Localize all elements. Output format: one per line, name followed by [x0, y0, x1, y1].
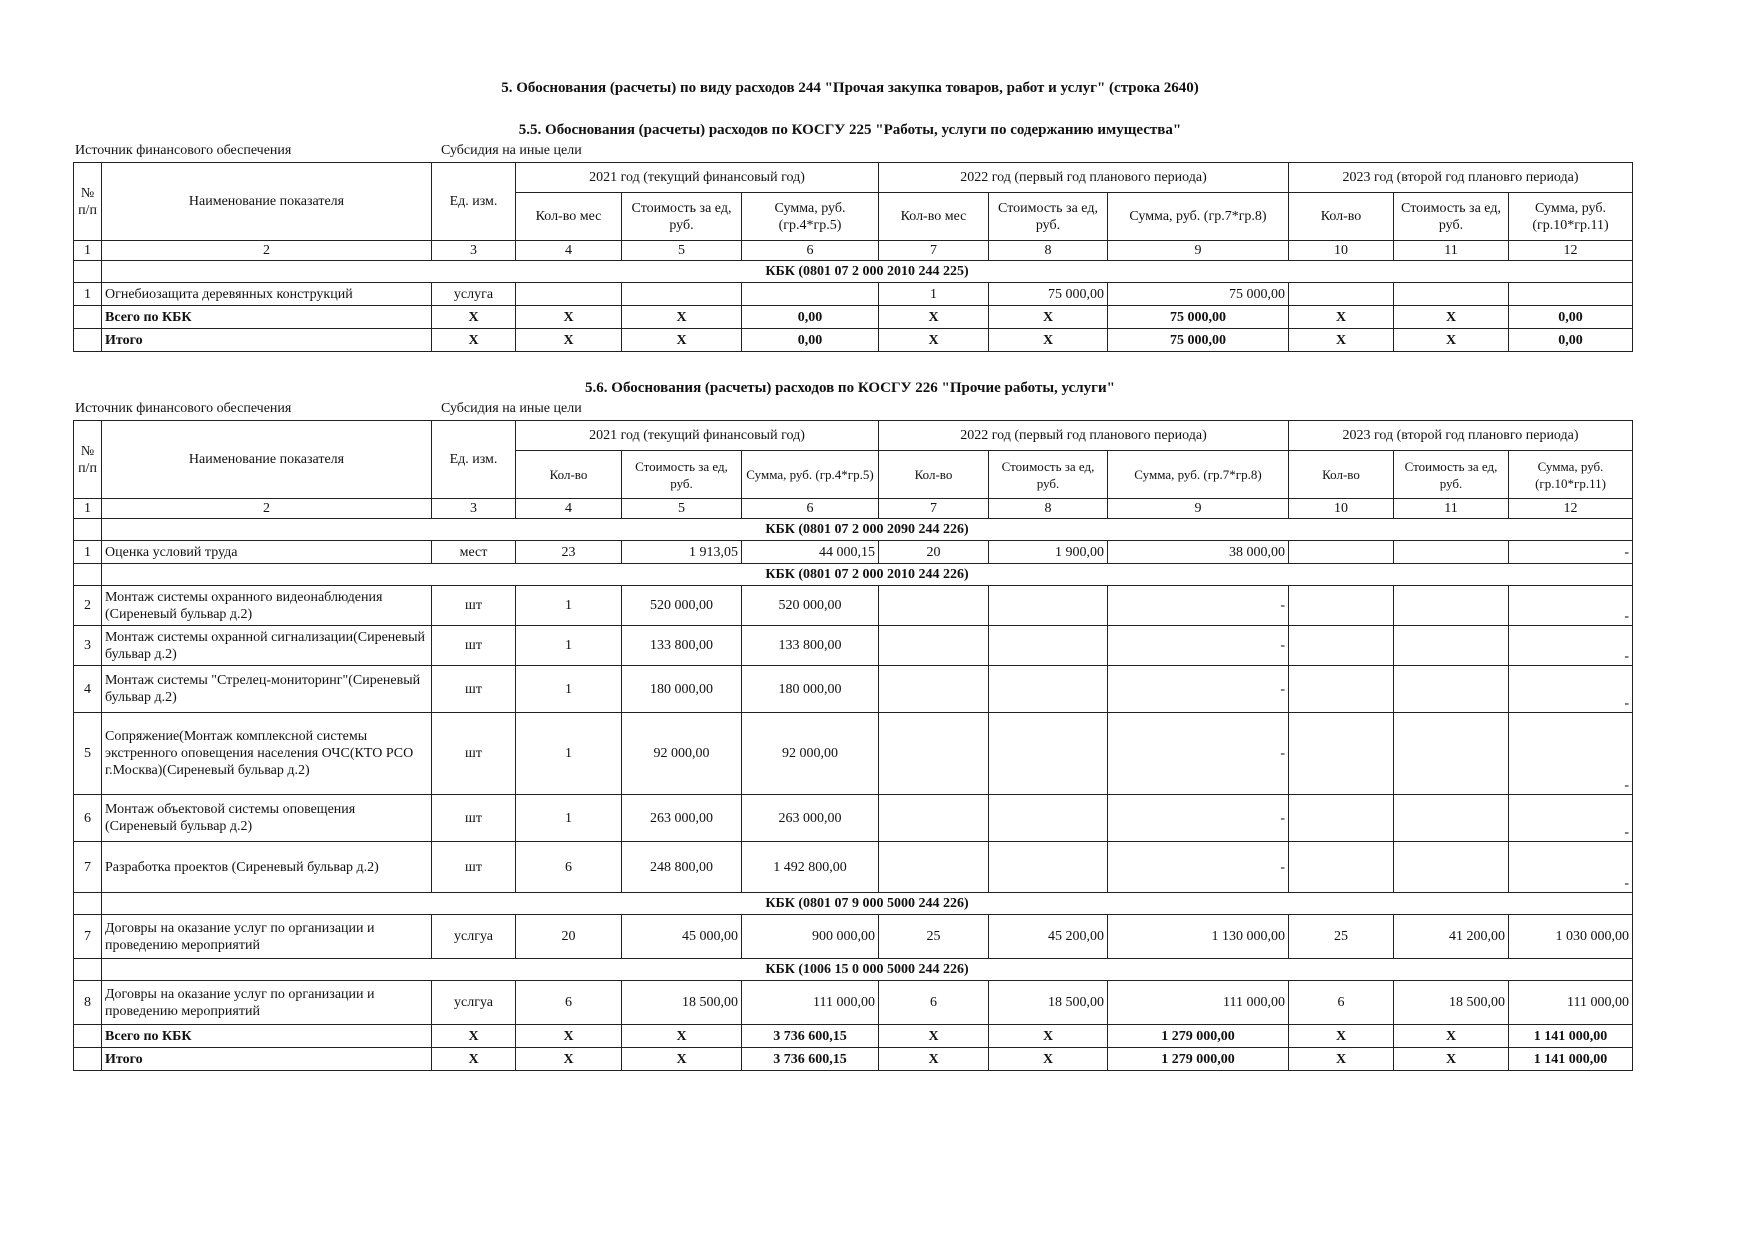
- column-numbers-row: [74, 499, 1633, 519]
- row-number: 1: [74, 541, 102, 564]
- total-cell: 1 141 000,00: [1509, 1025, 1633, 1048]
- column-number: 7: [879, 499, 989, 519]
- subheader-cell: Сумма, руб. (гр.10*гр.11): [1509, 451, 1633, 499]
- column-number: 6: [742, 499, 879, 519]
- kbk-label: КБК (0801 07 2 000 2010 244 226): [102, 564, 1633, 586]
- total-cell: 0,00: [1509, 306, 1633, 329]
- column-number: 4: [516, 499, 622, 519]
- row-cell: [1289, 842, 1394, 893]
- row-cell: -: [1108, 713, 1289, 795]
- row-cell: 111 000,00: [1108, 981, 1289, 1025]
- row-number: 4: [74, 666, 102, 713]
- total-cell: X: [1289, 1025, 1394, 1048]
- row-unit: шт: [432, 713, 516, 795]
- row-cell: 1: [516, 626, 622, 666]
- row-cell: -: [1108, 842, 1289, 893]
- section-title-5-6: 5.6. Обоснования (расчеты) расходов по КОСГУ 226 "Прочие работы, услуги": [585, 380, 1115, 396]
- total-cell: X: [516, 329, 622, 352]
- subheader-cell: Сумма, руб. (гр.7*гр.8): [1108, 451, 1289, 499]
- row-unit: шт: [432, 666, 516, 713]
- funding-source-value: Субсидия на иные цели: [441, 143, 582, 158]
- row-cell: [989, 713, 1108, 795]
- row-cell: 20: [879, 541, 989, 564]
- year-2021-header: 2021 год (текущий финансовый год): [516, 421, 879, 451]
- header-row: [74, 163, 1633, 193]
- row-cell: 111 000,00: [742, 981, 879, 1025]
- table-row: [74, 626, 1633, 666]
- kbk-label: КБК (0801 07 2 000 2010 244 225): [102, 261, 1633, 283]
- subheader-cell: Кол-во: [516, 451, 622, 499]
- row-cell: 6: [1289, 981, 1394, 1025]
- row-cell: 1: [516, 713, 622, 795]
- row-unit: шт: [432, 842, 516, 893]
- table-row: [74, 842, 1633, 893]
- row-cell: -: [1509, 541, 1633, 564]
- column-number: 6: [742, 241, 879, 261]
- total-cell: X: [622, 329, 742, 352]
- row-cell: -: [1509, 842, 1633, 893]
- total-cell: X: [879, 329, 989, 352]
- row-cell: [1509, 283, 1633, 306]
- row-name: Сопряжение(Монтаж комплексной системы экстренного оповещения населения ОЧС(КТО РСО г.Москва)(Сиреневый бульвар д.2): [102, 713, 432, 795]
- row-cell: [1394, 713, 1509, 795]
- row-cell: [989, 586, 1108, 626]
- row-cell: 25: [879, 915, 989, 959]
- total-cell: X: [622, 1025, 742, 1048]
- row-cell: 6: [879, 981, 989, 1025]
- kbk-row: [74, 893, 1633, 915]
- total-cell: X: [1289, 306, 1394, 329]
- row-cell: -: [1108, 666, 1289, 713]
- row-unit: услгуа: [432, 981, 516, 1025]
- row-cell: 38 000,00: [1108, 541, 1289, 564]
- total-cell: X: [1394, 306, 1509, 329]
- row-cell: 41 200,00: [1394, 915, 1509, 959]
- subheader-cell: Стоимость за ед, руб.: [1394, 193, 1509, 241]
- row-cell: -: [1108, 586, 1289, 626]
- subheader-cell: Стоимость за ед, руб.: [622, 451, 742, 499]
- column-number: 2: [102, 499, 432, 519]
- kbk-row: [74, 261, 1633, 283]
- row-cell: [1394, 666, 1509, 713]
- row-cell: [1289, 586, 1394, 626]
- total-kbk-label: Всего по КБК: [102, 306, 432, 329]
- table-kosgu-226: [73, 420, 1633, 1071]
- year-2023-header: 2023 год (второй год плановго периода): [1289, 421, 1633, 451]
- row-number: 7: [74, 842, 102, 893]
- total-cell: X: [879, 1048, 989, 1071]
- total-cell: X: [1394, 1048, 1509, 1071]
- subheader-cell: Сумма, руб. (гр.7*гр.8): [1108, 193, 1289, 241]
- col-name-header: Наименование показателя: [102, 163, 432, 241]
- total-cell: 0,00: [1509, 329, 1633, 352]
- row-cell: [1289, 626, 1394, 666]
- row-cell: 18 500,00: [1394, 981, 1509, 1025]
- year-2022-header: 2022 год (первый год планового периода): [879, 163, 1289, 193]
- column-number: 7: [879, 241, 989, 261]
- row-name: Оценка условий труда: [102, 541, 432, 564]
- row-cell: [879, 626, 989, 666]
- total-cell: X: [432, 1048, 516, 1071]
- kbk-label: КБК (0801 07 9 000 5000 244 226): [102, 893, 1633, 915]
- column-number: 3: [432, 499, 516, 519]
- row-cell: 111 000,00: [1509, 981, 1633, 1025]
- total-cell: X: [1394, 329, 1509, 352]
- table-row: [74, 666, 1633, 713]
- row-cell: -: [1509, 666, 1633, 713]
- row-name: Договры на оказание услуг по организации и проведению мероприятий: [102, 981, 432, 1025]
- row-cell: [1289, 795, 1394, 842]
- row-cell: 900 000,00: [742, 915, 879, 959]
- total-cell: X: [432, 306, 516, 329]
- table-row: [74, 713, 1633, 795]
- row-cell: [879, 666, 989, 713]
- row-number: 7: [74, 915, 102, 959]
- col-num-header: № п/п: [74, 421, 102, 499]
- funding-source: [75, 143, 582, 159]
- table-row: [74, 981, 1633, 1025]
- subheader-cell: Сумма, руб. (гр.10*гр.11): [1509, 193, 1633, 241]
- column-number: 1: [74, 241, 102, 261]
- column-number: 12: [1509, 241, 1633, 261]
- column-number: 12: [1509, 499, 1633, 519]
- table-row: [74, 541, 1633, 564]
- funding-source-label: Источник финансового обеспечения: [75, 401, 292, 416]
- subheader-cell: Сумма, руб. (гр.4*гр.5): [742, 451, 879, 499]
- column-number: 8: [989, 241, 1108, 261]
- year-2022-header: 2022 год (первый год планового периода): [879, 421, 1289, 451]
- row-cell: [1394, 842, 1509, 893]
- total-cell: X: [989, 329, 1108, 352]
- row-cell: 1 900,00: [989, 541, 1108, 564]
- row-cell: [879, 842, 989, 893]
- total-cell: 0,00: [742, 306, 879, 329]
- row-cell: 92 000,00: [742, 713, 879, 795]
- subheader-cell: Стоимость за ед, руб.: [989, 193, 1108, 241]
- total-cell: X: [989, 1048, 1108, 1071]
- total-cell: 75 000,00: [1108, 306, 1289, 329]
- total-cell: 1 279 000,00: [1108, 1048, 1289, 1071]
- row-cell: 6: [516, 981, 622, 1025]
- row-name: Монтаж системы охранной сигнализации(Сиреневый бульвар д.2): [102, 626, 432, 666]
- total-cell: X: [516, 1025, 622, 1048]
- col-unit-header: Ед. изм.: [432, 163, 516, 241]
- funding-source-value: Субсидия на иные цели: [441, 401, 582, 416]
- subheader-cell: Кол-во: [879, 451, 989, 499]
- row-number: 3: [74, 626, 102, 666]
- row-cell: 248 800,00: [622, 842, 742, 893]
- subheader-cell: Стоимость за ед, руб.: [1394, 451, 1509, 499]
- col-num-header: № п/п: [74, 163, 102, 241]
- row-cell: 45 200,00: [989, 915, 1108, 959]
- row-name: Договры на оказание услуг по организации и проведению мероприятий: [102, 915, 432, 959]
- total-kbk-row: [74, 1025, 1633, 1048]
- column-number: 1: [74, 499, 102, 519]
- row-cell: [1394, 283, 1509, 306]
- total-label: Итого: [102, 1048, 432, 1071]
- row-cell: -: [1509, 713, 1633, 795]
- row-cell: [989, 626, 1108, 666]
- row-unit: мест: [432, 541, 516, 564]
- total-cell: X: [1289, 1048, 1394, 1071]
- subheader-cell: Кол-во мес: [516, 193, 622, 241]
- column-number: 3: [432, 241, 516, 261]
- kbk-label: КБК (1006 15 0 000 5000 244 226): [102, 959, 1633, 981]
- row-cell: 75 000,00: [989, 283, 1108, 306]
- column-number: 11: [1394, 499, 1509, 519]
- column-number: 10: [1289, 499, 1394, 519]
- subheader-cell: Стоимость за ед, руб.: [622, 193, 742, 241]
- total-cell: X: [879, 1025, 989, 1048]
- row-number: 6: [74, 795, 102, 842]
- section-title-5-5: 5.5. Обоснования (расчеты) расходов по КОСГУ 225 "Работы, услуги по содержанию имущества": [518, 122, 1182, 138]
- row-cell: 1: [879, 283, 989, 306]
- total-cell: X: [622, 306, 742, 329]
- subheader-cell: Кол-во: [1289, 451, 1394, 499]
- total-cell: X: [989, 306, 1108, 329]
- column-number: 9: [1108, 241, 1289, 261]
- total-cell: X: [1394, 1025, 1509, 1048]
- kbk-row: [74, 959, 1633, 981]
- row-cell: 1 492 800,00: [742, 842, 879, 893]
- row-cell: [622, 283, 742, 306]
- row-cell: [1394, 626, 1509, 666]
- row-cell: 520 000,00: [742, 586, 879, 626]
- row-name: Огнебиозащита деревянных конструкций: [102, 283, 432, 306]
- subheader-cell: Стоимость за ед, руб.: [989, 451, 1108, 499]
- table-row: [74, 586, 1633, 626]
- row-cell: [989, 666, 1108, 713]
- row-cell: [1394, 795, 1509, 842]
- row-cell: 133 800,00: [622, 626, 742, 666]
- row-cell: 180 000,00: [622, 666, 742, 713]
- column-number: 8: [989, 499, 1108, 519]
- row-cell: [989, 795, 1108, 842]
- total-kbk-row: [74, 306, 1633, 329]
- row-unit: шт: [432, 795, 516, 842]
- row-cell: 6: [516, 842, 622, 893]
- row-name: Монтаж объектовой системы оповещения (Сиреневый бульвар д.2): [102, 795, 432, 842]
- total-cell: X: [1289, 329, 1394, 352]
- column-number: 11: [1394, 241, 1509, 261]
- row-cell: [989, 842, 1108, 893]
- row-number: 1: [74, 283, 102, 306]
- kbk-row: [74, 564, 1633, 586]
- row-name: Монтаж системы "Стрелец-мониторинг"(Сиреневый бульвар д.2): [102, 666, 432, 713]
- row-cell: [1394, 541, 1509, 564]
- subheader-cell: Сумма, руб. (гр.4*гр.5): [742, 193, 879, 241]
- row-cell: 18 500,00: [989, 981, 1108, 1025]
- year-2023-header: 2023 год (второй год плановго периода): [1289, 163, 1633, 193]
- row-cell: 92 000,00: [622, 713, 742, 795]
- total-cell: X: [622, 1048, 742, 1071]
- row-name: Разработка проектов (Сиреневый бульвар д.2): [102, 842, 432, 893]
- row-number: 5: [74, 713, 102, 795]
- row-cell: -: [1509, 586, 1633, 626]
- row-cell: [879, 795, 989, 842]
- row-cell: 75 000,00: [1108, 283, 1289, 306]
- row-cell: [1289, 541, 1394, 564]
- total-cell: X: [432, 329, 516, 352]
- year-2021-header: 2021 год (текущий финансовый год): [516, 163, 879, 193]
- row-cell: [1289, 713, 1394, 795]
- total-row: [74, 329, 1633, 352]
- col-unit-header: Ед. изм.: [432, 421, 516, 499]
- column-number: 2: [102, 241, 432, 261]
- row-number: 8: [74, 981, 102, 1025]
- total-kbk-label: Всего по КБК: [102, 1025, 432, 1048]
- table-row: [74, 795, 1633, 842]
- total-cell: X: [432, 1025, 516, 1048]
- row-cell: [1289, 666, 1394, 713]
- row-cell: 1: [516, 586, 622, 626]
- column-numbers-row: [74, 241, 1633, 261]
- table-kosgu-225: [73, 162, 1633, 352]
- row-cell: 45 000,00: [622, 915, 742, 959]
- total-cell: X: [879, 306, 989, 329]
- row-cell: [516, 283, 622, 306]
- row-cell: 1 130 000,00: [1108, 915, 1289, 959]
- row-unit: услгуа: [432, 915, 516, 959]
- funding-source: [75, 401, 582, 417]
- row-cell: 1 030 000,00: [1509, 915, 1633, 959]
- row-cell: 44 000,15: [742, 541, 879, 564]
- header-row: [74, 421, 1633, 451]
- row-number: 2: [74, 586, 102, 626]
- row-cell: 1: [516, 666, 622, 713]
- row-cell: 23: [516, 541, 622, 564]
- table-row: [74, 283, 1633, 306]
- total-cell: X: [989, 1025, 1108, 1048]
- column-number: 9: [1108, 499, 1289, 519]
- kbk-label: КБК (0801 07 2 000 2090 244 226): [102, 519, 1633, 541]
- row-unit: услуга: [432, 283, 516, 306]
- total-cell: X: [516, 1048, 622, 1071]
- row-cell: 18 500,00: [622, 981, 742, 1025]
- row-cell: -: [1108, 626, 1289, 666]
- row-cell: 520 000,00: [622, 586, 742, 626]
- row-cell: -: [1509, 626, 1633, 666]
- row-cell: 133 800,00: [742, 626, 879, 666]
- row-cell: 180 000,00: [742, 666, 879, 713]
- table-row: [74, 915, 1633, 959]
- row-cell: 1: [516, 795, 622, 842]
- row-unit: шт: [432, 586, 516, 626]
- row-cell: [879, 713, 989, 795]
- total-row: [74, 1048, 1633, 1071]
- document-title: 5. Обоснования (расчеты) по виду расходов 244 "Прочая закупка товаров, работ и услуг" (строка 2640): [501, 80, 1199, 96]
- total-cell: 75 000,00: [1108, 329, 1289, 352]
- row-cell: 20: [516, 915, 622, 959]
- total-cell: 3 736 600,15: [742, 1025, 879, 1048]
- kbk-row: [74, 519, 1633, 541]
- funding-source-label: Источник финансового обеспечения: [75, 143, 292, 158]
- total-cell: 0,00: [742, 329, 879, 352]
- row-cell: [1289, 283, 1394, 306]
- row-name: Монтаж системы охранного видеонаблюдения (Сиреневый бульвар д.2): [102, 586, 432, 626]
- row-unit: шт: [432, 626, 516, 666]
- subheader-cell: Кол-во: [1289, 193, 1394, 241]
- total-cell: 3 736 600,15: [742, 1048, 879, 1071]
- column-number: 5: [622, 241, 742, 261]
- row-cell: 25: [1289, 915, 1394, 959]
- col-name-header: Наименование показателя: [102, 421, 432, 499]
- row-cell: -: [1509, 795, 1633, 842]
- row-cell: [879, 586, 989, 626]
- total-label: Итого: [102, 329, 432, 352]
- row-cell: 1 913,05: [622, 541, 742, 564]
- total-cell: 1 279 000,00: [1108, 1025, 1289, 1048]
- column-number: 10: [1289, 241, 1394, 261]
- total-cell: 1 141 000,00: [1509, 1048, 1633, 1071]
- row-cell: [1394, 586, 1509, 626]
- row-cell: [742, 283, 879, 306]
- row-cell: -: [1108, 795, 1289, 842]
- subheader-cell: Кол-во мес: [879, 193, 989, 241]
- row-cell: 263 000,00: [622, 795, 742, 842]
- total-cell: X: [516, 306, 622, 329]
- row-cell: 263 000,00: [742, 795, 879, 842]
- column-number: 5: [622, 499, 742, 519]
- column-number: 4: [516, 241, 622, 261]
